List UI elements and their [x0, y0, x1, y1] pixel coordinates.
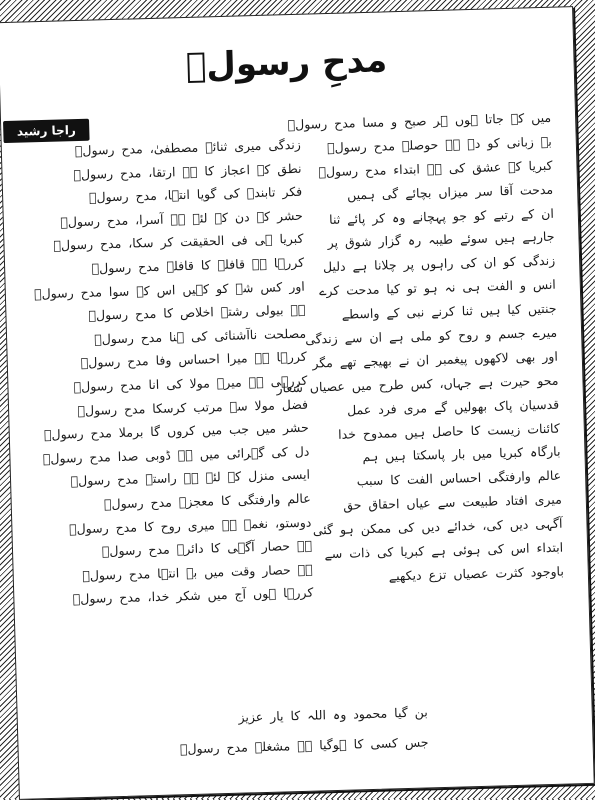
verse-line-left: کررہا ہے میرا احساس وفا مدح رسولؐ — [80, 349, 307, 371]
verse-line-right: قدسیان پاک بھولیں گے مری فرد عمل — [346, 396, 560, 418]
verse-line-left: حشر میں جب میں کروں گا برملا مدح رسولؐ — [43, 419, 309, 443]
verse-line-right: انس و الفت ہی نہ ہو تو کیا مدحت کرے — [318, 276, 557, 299]
verse-line-left: دل کی گہرائی میں ہے ڈوبی صدا مدح رسولؐ — [42, 443, 310, 466]
verse-line-left: نطق کے اعجاز کا ہے ارتقا، مدح رسولؐ — [73, 160, 302, 182]
closing-line: جس کسی کا ہوگیا ہے مشغلہ مدح رسولؐ — [179, 734, 429, 757]
verse-line-right: اور بھی لاکھوں پیغمبر ان نے بھیجے تھے مگر — [312, 348, 559, 371]
closing-couplet — [167, 697, 429, 764]
verse-line-left: زندگی میری ثنائے مصطفیٰ، مدح رسولؐ — [74, 136, 301, 159]
verse-line-right: بے زبانی کو دے ہے حوصلہ مدح رسولؐ — [326, 133, 552, 155]
verse-line-right: ابتداء اس کی ہوئی ہے کبریا کی ذات سے — [324, 539, 564, 562]
verse-line-left: مصلحت ناآشنائی کی ہنا مدح رسولؐ — [93, 325, 307, 347]
verse-line-right: جارہے ہیں سوئے طیبہ رہ گزار شوق پر — [327, 229, 555, 251]
closing-line: بن گیا محمود وہ اللہ کا یار عزیز — [238, 704, 428, 725]
verse-line-left: حشر کے دن کے لئے ہے آسرا، مدح رسولؐ — [60, 207, 303, 230]
verse-line-left: فکر تابندہ کی گویا انتہا، مدح رسولؐ — [88, 183, 303, 205]
verse-line-left: ہے حصار آگہی کا دائرہ مدح رسولؐ — [101, 537, 313, 559]
verse-line-right: ان کے رتبے کو جو پہچانے وہ کر پائے ثنا — [328, 205, 554, 227]
verse-line-right: کائنات زیست کا حاصل ہیں ممدوح خدا — [337, 420, 561, 442]
verse-line-right: مدحت آقا سر میزاں بچائے گی ہمیں — [346, 181, 554, 203]
verse-line-left: کررہی ہے میرے مولا کی انا مدح رسولؐ — [73, 372, 308, 395]
verse-line-left: ہے بیولی رشتہ اخلاص کا مدح رسولؐ — [88, 301, 306, 323]
verse-line-right: بارگاہ کبریا میں بار پاسکتا ہیں ہم — [362, 444, 561, 465]
verse-line-left: کررہا ہوں آج میں شکر خدا، مدح رسولؐ — [72, 584, 314, 607]
verse-line-right: زندگی کو ان کی راہوں پر چلانا ہے دلیل — [322, 253, 556, 275]
verse-line-left: کبریا ہی فی الحقیقت کر سکا، مدح رسولؐ — [53, 231, 304, 254]
verse-line-right: جنتیں کیا ہیں ثنا کرنے نبی کے واسطے — [341, 300, 557, 322]
verse-line-left: فضل مولا سے مرتب کرسکا مدح رسولؐ — [77, 396, 309, 418]
verse-line-left: ہے حصار وقت میں بے انتہا مدح رسولؐ — [82, 561, 313, 583]
verse-line-right: محو حیرت ہے جہاں، کس طرح میں عصیاں شعار — [276, 372, 559, 396]
verse-line-left: ایسی منزل کے لئے ہے راستہ مدح رسولؐ — [70, 466, 311, 489]
verse-line-left: کررہا ہے قافلہ کا قافلہ مدح رسولؐ — [91, 254, 305, 276]
poem-page — [0, 6, 595, 800]
verse-line-right: میں کے جاتا ہوں ہر صبح و مسا مدح رسولؐ — [287, 109, 552, 133]
verse-line-right: کبریا کے عشق کی ہے ابتداء مدح رسولؐ — [318, 157, 553, 180]
verse-line-left: عالم وارفتگی کا معجزہ مدح رسولؐ — [103, 490, 311, 512]
author-label: راجا رشید محمود — [3, 119, 90, 143]
verse-line-right: عالم وارفتگی احساس الفت کا سبب — [356, 467, 562, 489]
verse-line-right: باوجود کثرت عصیاں تزع دیکھیے — [388, 563, 565, 584]
verse-line-right: آگہی دیں کی، خدائے دیں کی ممکن ہو گئی — [312, 515, 563, 538]
verse-line-left: دوستو، نغمہ ہے میری روح کا مدح رسولؐ — [68, 514, 312, 536]
verse-line-right: میری افتاد طبیعت سے عیاں احقاق حق — [343, 491, 563, 513]
verse-line-left: اور کس شے کو کہیں اس کے سوا مدح رسولؐ — [33, 278, 305, 301]
verse-line-right: میرے جسم و روح کو ملی ہے ان سے زندگی — [304, 324, 558, 347]
right-column — [276, 106, 565, 590]
poem-title: مدحِ رسولؐ — [185, 40, 388, 86]
